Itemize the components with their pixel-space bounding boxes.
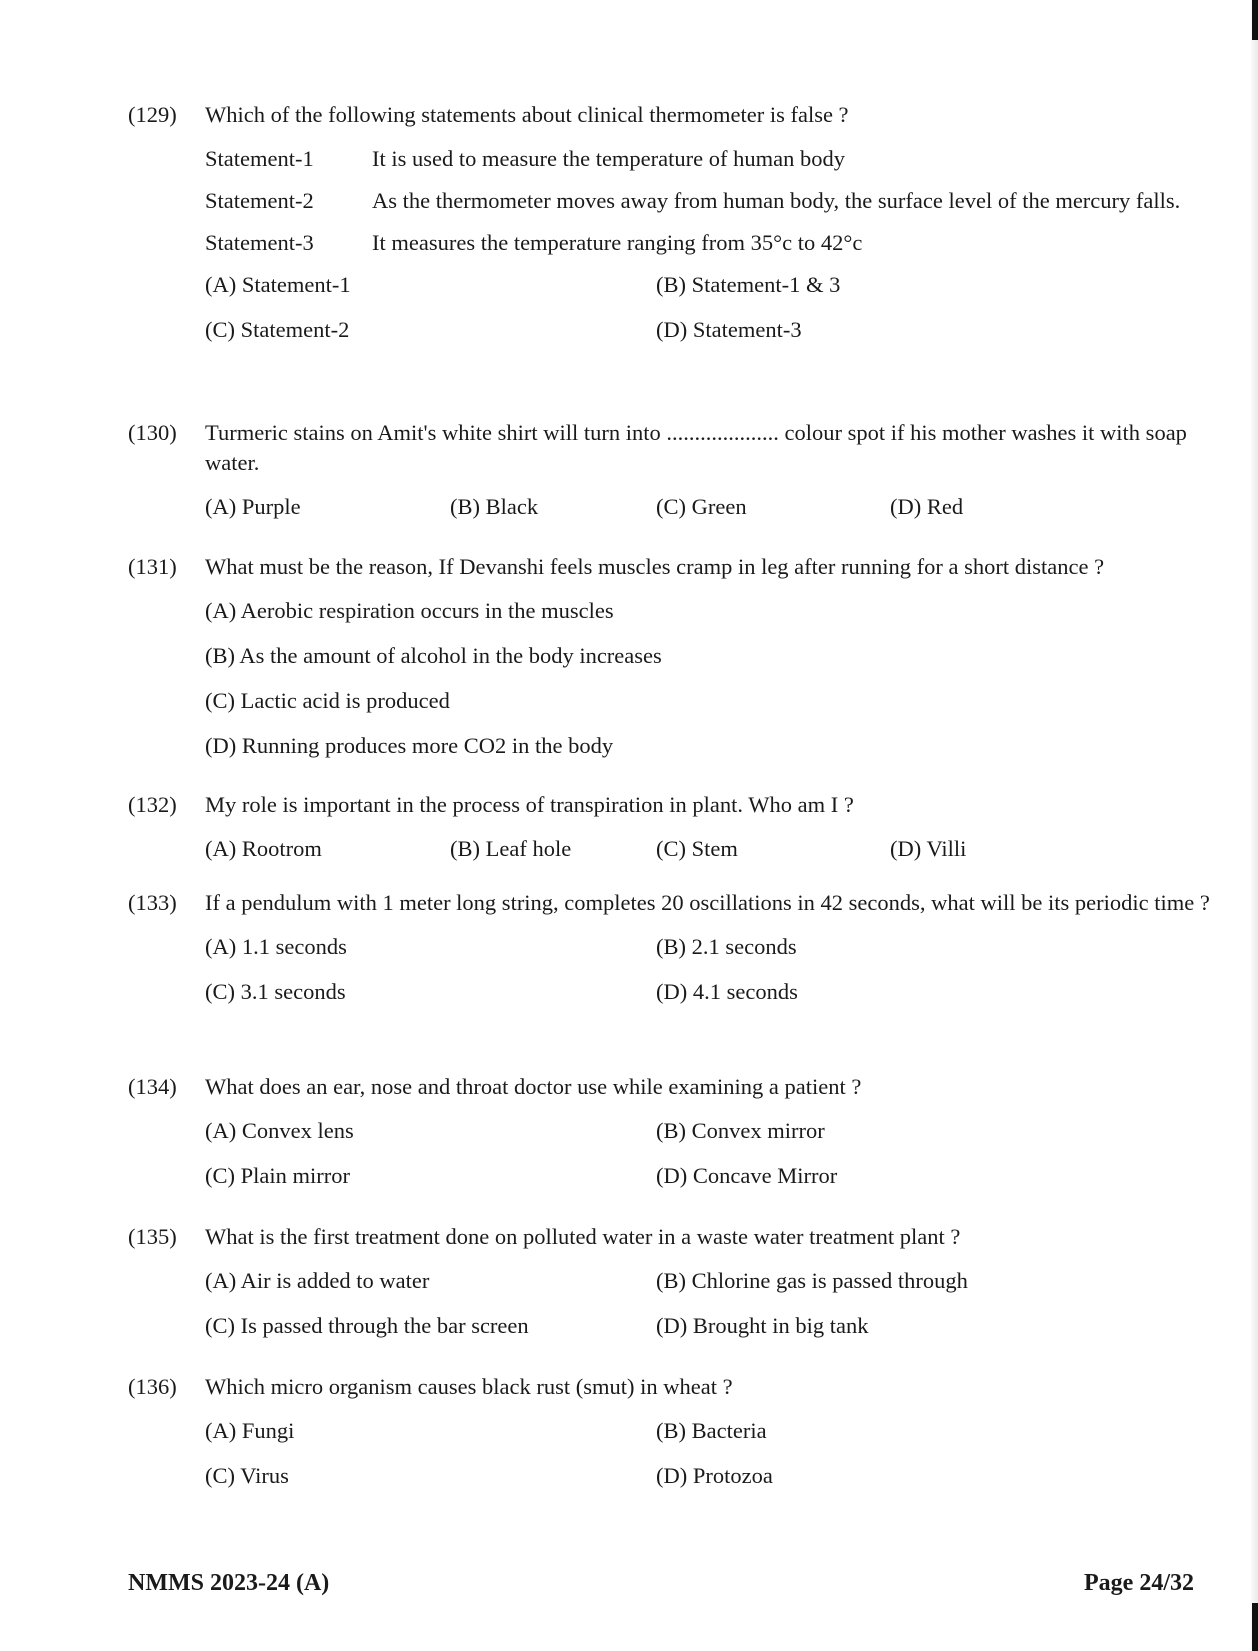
statement-label: Statement-2 <box>205 188 314 213</box>
option-b[interactable]: (B) 2.1 seconds <box>656 934 797 959</box>
option-d[interactable]: (D) 4.1 seconds <box>656 979 798 1004</box>
question-135 <box>128 1222 1218 1356</box>
option-c[interactable]: (C) Stem <box>656 836 738 861</box>
question-text: Turmeric stains on Amit's white shirt will turn into .................... colour spot if his mother washes it with soap water. <box>205 420 1187 475</box>
question-text: Which of the following statements about clinical thermometer is false ? <box>205 102 849 127</box>
question-number: (129) <box>128 102 177 127</box>
question-text: What must be the reason, If Devanshi feels muscles cramp in leg after running for a short distance ? <box>205 554 1105 579</box>
question-134 <box>128 1072 1218 1206</box>
options-row <box>128 1266 1218 1311</box>
statement-text: It measures the temperature ranging from 35°c to 42°c <box>372 230 863 255</box>
question-number: (134) <box>128 1074 177 1099</box>
option-b[interactable]: (B) As the amount of alcohol in the body increases <box>205 643 662 668</box>
options-row <box>128 270 1218 315</box>
option-b[interactable]: (B) Convex mirror <box>656 1118 825 1143</box>
option-d[interactable]: (D) Villi <box>890 836 967 861</box>
option-b[interactable]: (B) Leaf hole <box>450 836 572 861</box>
question-130 <box>128 418 1218 537</box>
question-text: What is the first treatment done on polluted water in a waste water treatment plant ? <box>205 1224 961 1249</box>
page-number: Page 24/32 <box>1084 1570 1194 1596</box>
scan-edge-mark <box>1252 0 1258 40</box>
option-d[interactable]: (D) Running produces more CO2 in the body <box>205 733 614 758</box>
exam-title: NMMS 2023-24 (A) <box>128 1570 330 1596</box>
option-c[interactable]: (C) Plain mirror <box>205 1163 350 1188</box>
option-a[interactable]: (A) 1.1 seconds <box>205 934 347 959</box>
statement-text: As the thermometer moves away from human body, the surface level of the mercury falls. <box>372 188 1181 213</box>
option-d[interactable]: (D) Concave Mirror <box>656 1163 838 1188</box>
question-number: (131) <box>128 554 177 579</box>
option-a[interactable]: (A) Statement-1 <box>205 272 351 297</box>
options-row <box>128 977 1218 1022</box>
option-c[interactable]: (C) Is passed through the bar screen <box>205 1313 529 1338</box>
statement-label: Statement-3 <box>205 230 314 255</box>
option-d[interactable]: (D) Brought in big tank <box>656 1313 869 1338</box>
option-c[interactable]: (C) Virus <box>205 1463 289 1488</box>
question-number: (132) <box>128 792 177 817</box>
options-row <box>128 315 1218 360</box>
options-row <box>128 932 1218 977</box>
options-row <box>128 1161 1218 1206</box>
question-number: (130) <box>128 420 177 445</box>
option-b[interactable]: (B) Chlorine gas is passed through <box>656 1268 968 1293</box>
statement-2 <box>205 186 1218 216</box>
statement-text: It is used to measure the temperature of human body <box>372 146 845 171</box>
option-a[interactable]: (A) Air is added to water <box>205 1268 430 1293</box>
scan-edge-mark <box>1252 1603 1258 1651</box>
page-edge <box>1251 0 1258 1651</box>
option-c[interactable]: (C) Green <box>656 494 747 519</box>
option-c[interactable]: (C) Lactic acid is produced <box>205 688 450 713</box>
option-d[interactable]: (D) Statement-3 <box>656 317 802 342</box>
statement-1 <box>205 144 1218 174</box>
options-row <box>128 1461 1218 1506</box>
option-b[interactable]: (B) Statement-1 & 3 <box>656 272 841 297</box>
question-number: (136) <box>128 1374 177 1399</box>
option-b[interactable]: (B) Black <box>450 494 539 519</box>
statement-label: Statement-1 <box>205 146 314 171</box>
question-text: What does an ear, nose and throat doctor use while examining a patient ? <box>205 1074 862 1099</box>
options-row <box>128 1416 1218 1461</box>
option-a[interactable]: (A) Rootrom <box>205 836 322 861</box>
option-a[interactable]: (A) Purple <box>205 494 301 519</box>
options-row <box>128 1116 1218 1161</box>
options-row <box>128 1311 1218 1356</box>
option-c[interactable]: (C) 3.1 seconds <box>205 979 346 1004</box>
option-d[interactable]: (D) Red <box>890 494 964 519</box>
question-number: (133) <box>128 890 177 915</box>
question-text: If a pendulum with 1 meter long string, completes 20 oscillations in 42 seconds, what will be its periodic time ? <box>205 890 1210 915</box>
question-number: (135) <box>128 1224 177 1249</box>
question-text: Which micro organism causes black rust (smut) in wheat ? <box>205 1374 733 1399</box>
options-row <box>128 492 1218 537</box>
question-text: My role is important in the process of transpiration in plant. Who am I ? <box>205 792 854 817</box>
option-d[interactable]: (D) Protozoa <box>656 1463 773 1488</box>
option-a[interactable]: (A) Convex lens <box>205 1118 354 1143</box>
statement-3 <box>205 228 1218 258</box>
question-136 <box>128 1372 1218 1506</box>
option-a[interactable]: (A) Aerobic respiration occurs in the muscles <box>205 598 614 623</box>
options-row <box>128 834 1218 879</box>
question-133 <box>128 888 1218 1022</box>
question-132 <box>128 790 1218 879</box>
option-b[interactable]: (B) Bacteria <box>656 1418 767 1443</box>
option-a[interactable]: (A) Fungi <box>205 1418 295 1443</box>
option-c[interactable]: (C) Statement-2 <box>205 317 350 342</box>
question-129 <box>128 100 1218 360</box>
question-131 <box>128 552 1218 776</box>
